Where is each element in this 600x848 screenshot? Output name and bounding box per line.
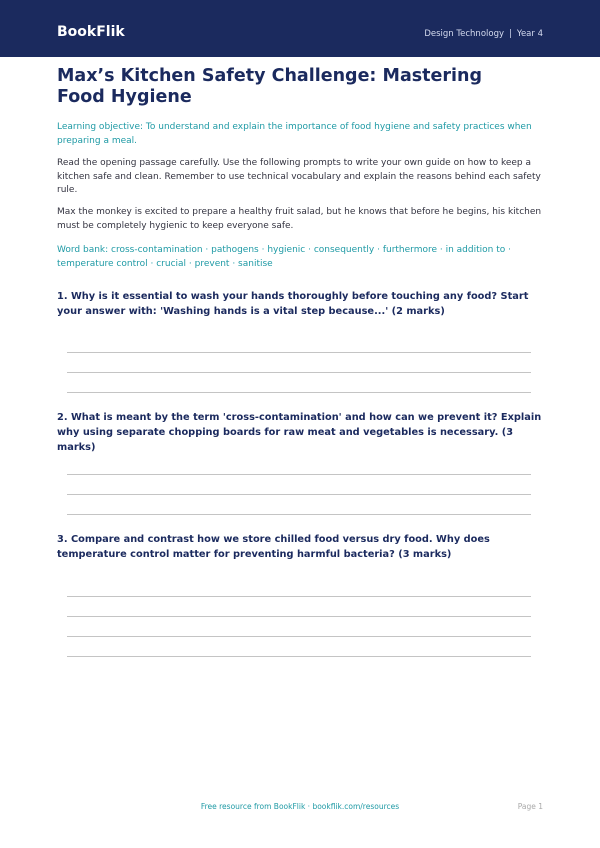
answer-line[interactable] — [67, 656, 531, 657]
header-meta — [424, 28, 543, 40]
page-title: Max’s Kitchen Safety Challenge: Mastering Food Hygiene — [57, 66, 483, 107]
answer-line[interactable] — [67, 372, 531, 373]
answer-line[interactable] — [67, 514, 531, 515]
page-number: Page 1 — [517, 802, 543, 811]
instructions-text: Read the opening passage carefully. Use the following prompts to write your own guide on how to keep a kitchen safe and clean. Remember to use technical vocabulary and explain the reasons behind each safety rule. — [57, 158, 541, 195]
answer-line[interactable] — [67, 616, 531, 617]
subject-label: Design Technology — [424, 29, 505, 39]
brand-logo[interactable]: BookFlik — [57, 24, 125, 40]
header-bar — [0, 0, 600, 57]
answer-line[interactable] — [67, 352, 531, 353]
opening-passage: Max the monkey is excited to prepare a healthy fruit salad, but he knows that before he begins, his kitchen must be completely hygienic to keep everyone safe. — [57, 207, 542, 231]
year-label: Year 4 — [516, 29, 543, 39]
word-bank: Word bank: cross-contamination · pathogens · hygienic · consequently · furthermore · in addition to · temperature control · crucial · prevent · sanitise — [57, 245, 511, 269]
learning-objective: Learning objective: To understand and explain the importance of food hygiene and safety practices when preparing a meal. — [57, 122, 532, 146]
question-2: 2. What is meant by the term 'cross-contamination' and how can we prevent it? Explain why using separate chopping boards for raw meat and vegetables is necessary. (3 marks) — [57, 412, 542, 453]
answer-line[interactable] — [67, 596, 531, 597]
footer-resource-link[interactable]: Free resource from BookFlik · bookflik.com/resources — [200, 802, 400, 811]
question-1: 1. Why is it essential to wash your hands thoroughly before touching any food? Start your answer with: 'Washing hands is a vital step because...' (2 marks) — [57, 291, 529, 317]
question-3: 3. Compare and contrast how we store chilled food versus dry food. Why does temperature control matter for preventing harmful bacteria? (3 marks) — [57, 534, 490, 560]
answer-line[interactable] — [67, 392, 531, 393]
answer-line[interactable] — [67, 494, 531, 495]
answer-line[interactable] — [67, 474, 531, 475]
header-separator: | — [509, 29, 512, 39]
answer-line[interactable] — [67, 636, 531, 637]
